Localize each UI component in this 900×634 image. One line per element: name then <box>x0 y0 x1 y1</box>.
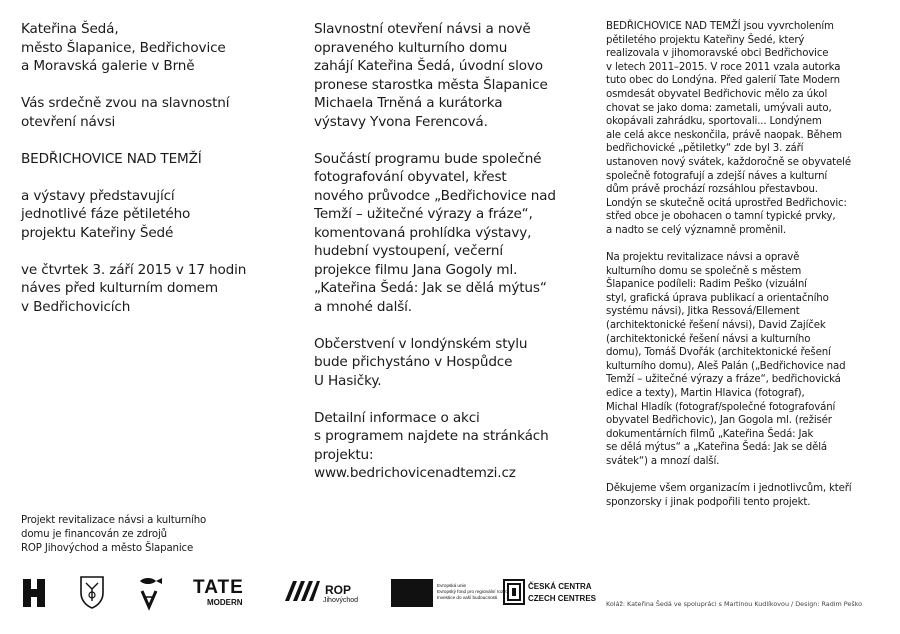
text-line: otevření návsi <box>21 113 116 130</box>
text-line: v letech 2011–2015. V roce 2011 vzala autorka <box>606 61 841 73</box>
text-line: ROP Jihovýchod a město Šlapanice <box>21 542 194 554</box>
rop-jihovychod-logo: ROP Jihovýchod <box>283 577 363 611</box>
text-line: Temží – užitečné výrazy a fráze“, <box>314 206 533 222</box>
text-line: Vás srdečně zvou na slavnostní <box>21 95 230 111</box>
text-line: edice a texty), Martin Hlavica (fotograf), <box>606 388 805 400</box>
paragraph-gap <box>314 390 584 409</box>
text-line: ustanoven nový svátek, každoročně se obyvatelé <box>606 156 851 168</box>
text-line: kulturního domu se společně s městem <box>606 265 802 277</box>
text-line: domu je financován ze zdrojů <box>21 528 167 540</box>
text-line: Slavnostní otevření návsi a nově <box>314 21 531 37</box>
text-line: jednotlivé fáze pětiletého <box>21 206 191 222</box>
project-info-column <box>606 20 856 509</box>
text-line: sponzorsky i jinak podpořili tento projekt. <box>606 496 811 508</box>
text-line: s programem najdete na stránkách <box>314 428 549 444</box>
text-line: a mnohé další. <box>314 298 412 315</box>
text-line: opraveného kulturního domu <box>314 39 508 56</box>
text-line: BEDŘICHOVICE NAD TEMŽÍ <box>21 150 202 167</box>
text-line: výstavy Yvona Ferencová. <box>314 113 488 130</box>
paragraph-gap <box>314 131 584 150</box>
paragraph-gap <box>314 316 584 335</box>
text-line: Projekt revitalizace návsi a kulturního <box>21 515 207 526</box>
coat-of-arms-logo <box>79 575 105 609</box>
text-line: U Hasičky. <box>314 372 382 389</box>
text-line: náves před kulturním domem <box>21 280 218 296</box>
text-line: Kateřina Šedá, <box>21 21 119 37</box>
text-line: projekce filmu Jana Gogoly ml. <box>314 261 518 278</box>
text-line: hudební vystoupení, večerní <box>314 243 503 259</box>
text-line: systému návsi), Jitka Ressová/Ellement <box>606 306 800 318</box>
text-line: okopávali zahrádku, sportovali... Londýnem <box>606 116 822 128</box>
paragraph-gap <box>21 131 283 150</box>
text-line: (architektonické řešení návsi a kulturního <box>606 333 811 345</box>
text-line: projektu: <box>314 446 374 463</box>
text-line: BEDŘICHOVICE NAD TEMŽÍ jsou vyvrcholením <box>606 21 834 32</box>
text-line: dokumentárních filmů „Kateřina Šedá: Jak <box>606 428 814 440</box>
text-line: se dělá mýtus“ a „Kateřina Šedá: Jak se dělá <box>606 442 827 454</box>
text-line: ve čtvrtek 3. září 2015 v 17 hodin <box>21 261 247 278</box>
czech-centres-logo: ČESKÁ CENTRA CZECH CENTRES <box>503 579 603 613</box>
text-line: Detailní informace o akci <box>314 409 480 426</box>
text-line: styl, grafická úprava publikací a orientačního <box>606 292 829 304</box>
text-line: obyvatel Bedřichovic), Jan Gogola ml. (režisér <box>606 415 832 427</box>
text-line: a výstavy představující <box>21 187 175 204</box>
text-line: Michal Hladík (fotograf/společné fotografování <box>606 401 836 413</box>
text-line: Na projektu revitalizace návsi a opravě <box>606 252 800 264</box>
slapanice-emblem-logo <box>21 575 47 611</box>
paragraph-gap <box>21 76 283 95</box>
tate-modern-logo: TATE MODERN <box>193 577 244 607</box>
text-line: a Moravská galerie v Brně <box>21 58 195 74</box>
text-line: Děkujeme všem organizacím i jednotlivcům, kteří <box>606 483 852 495</box>
paragraph-gap <box>21 168 283 187</box>
text-line: Londýn se skutečně ocitá uprostřed Bedřichovic: <box>606 197 847 209</box>
text-line: společně fotografují a zdejší náves a kulturní <box>606 170 828 182</box>
text-line: Občerstvení v londýnském stylu <box>314 335 528 352</box>
eu-fund-logo: Evropská unie Evropský fond pro regionální rozvoj Investice do vaší budoucnosti <box>391 579 511 613</box>
text-line: Součástí programu bude společné <box>314 150 542 167</box>
paragraph-gap <box>606 469 856 483</box>
paragraph-gap <box>21 242 283 261</box>
text-line: a nadto se celý významně proměnil. <box>606 224 786 236</box>
text-line: zahájí Kateřina Šedá, úvodní slovo <box>314 58 543 74</box>
text-line: fotografování obyvatel, křest <box>314 169 507 185</box>
text-line: město Šlapanice, Bedřichovice <box>21 39 226 56</box>
invitation-column <box>21 20 283 316</box>
text-line: tuto obec do Londýna. Před galerií Tate Modern <box>606 75 840 87</box>
text-line: Šlapanice podíleli: Radim Peško (vizuální <box>606 279 807 291</box>
text-line: bedřichovické „pětiletky“ zde byl 3. září <box>606 143 804 155</box>
text-line: Temží – užitečné výrazy a fráze“, bedřichovická <box>606 374 841 386</box>
bedrichovice-logo <box>136 575 164 611</box>
text-line: osmdesát obyvatel Bedřichovic mělo za úkol <box>606 88 828 100</box>
paragraph-gap <box>606 238 856 252</box>
text-line: dům právě prochází rozsáhlou přestavbou. <box>606 184 818 196</box>
text-line: chovat se jako doma: zametali, umývali auto, <box>606 102 832 114</box>
text-line: komentovaná prohlídka výstavy, <box>314 224 532 241</box>
text-line: realizovala v jihomoravské obci Bedřichovice <box>606 48 829 60</box>
text-line: v Bedřichovicích <box>21 298 131 315</box>
text-line: kulturního domu), Aleš Palán („Bedřichovice nad <box>606 360 846 372</box>
text-line: www.bedrichovicenadtemzi.cz <box>314 465 516 481</box>
text-line: domu), Tomáš Dvořák (architektonické řešení <box>606 347 831 359</box>
text-line: Michaela Trněná a kurátorka <box>314 95 503 111</box>
text-line: svátek“) a mnozí další. <box>606 456 720 467</box>
text-line: nového průvodce „Bedřichovice nad <box>314 187 556 204</box>
text-line: (architektonické řešení návsi), David Zajíček <box>606 320 826 332</box>
text-line: bude přichystáno v Hospůdce <box>314 354 513 370</box>
text-line: „Kateřina Šedá: Jak se dělá mýtus“ <box>314 280 547 296</box>
text-line: střed obce je obohacen o tamní typické prvky, <box>606 211 836 223</box>
text-line: pětiletého projektu Kateřiny Šedé, který <box>606 34 805 46</box>
program-column <box>314 20 584 483</box>
text-line: ale celá akce neskončila, právě naopak. Během <box>606 129 842 141</box>
funding-note <box>21 514 206 555</box>
design-credit: Koláž: Kateřina Šedá ve spolupráci s Martinou Kudlíkovou / Design: Radim Peško <box>606 600 863 608</box>
text-line: pronese starostka města Šlapanice <box>314 76 548 93</box>
text-line: projektu Kateřiny Šedé <box>21 224 174 241</box>
